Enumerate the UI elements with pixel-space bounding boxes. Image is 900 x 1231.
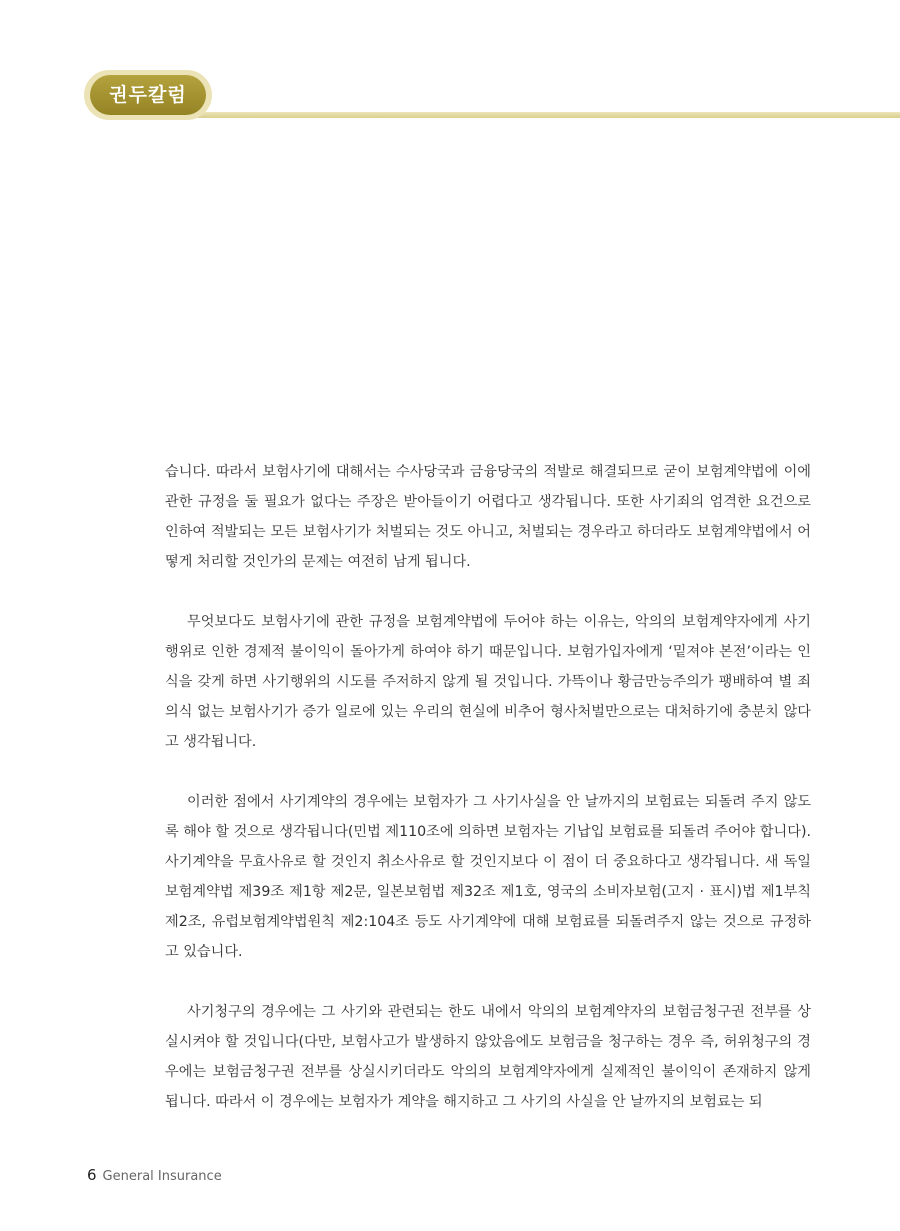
- publication-name: General Insurance: [102, 1169, 222, 1184]
- paragraph: 사기청구의 경우에는 그 사기와 관련되는 한도 내에서 악의의 보험계약자의 보험금청구권 전부를 상실시켜야 할 것입니다(다만, 보험사고가 발생하지 않았음에도 보험금을 청구하는 경우 즉, 허위청구의 경우에는 보험금청구권 전부를 상실시키더라도 악의의 보험계약자에게 실제적인 불이익이 존재하지 않게 됩니다. 따라서 이 경우에는 보험자가 계약을 해지하고 그 사기의 사실을 안 날까지의 보험료는 되: [165, 1004, 811, 1110]
- paragraph: 무엇보다도 보험사기에 관한 규정을 보험계약법에 두어야 하는 이유는, 악의의 보험계약자에게 사기행위로 인한 경제적 불이익이 돌아가게 하여야 하기 때문입니다. 보험가입자에게 ‘밑져야 본전’이라는 인식을 갖게 하면 사기행위의 시도를 주저하지 않게 될 것입니다. 가뜩이나 황금만능주의가 팽배하여 별 죄의식 없는 보험사기가 증가 일로에 있는 우리의 현실에 비추어 형사처벌만으로는 대처하기에 충분치 않다고 생각됩니다.: [165, 614, 811, 750]
- paragraph: 이러한 점에서 사기계약의 경우에는 보험자가 그 사기사실을 안 날까지의 보험료는 되돌려 주지 않도록 해야 할 것으로 생각됩니다(민법 제110조에 의하면 보험자는 기납입 보험료를 되돌려 주어야 합니다). 사기계약을 무효사유로 할 것인지 취소사유로 할 것인지보다 이 점이 더 중요하다고 생각됩니다. 새 독일보험계약법 제39조 제1항 제2문, 일본보험법 제32조 제1호, 영국의 소비자보험(고지 · 표시)법 제1부칙 제2조, 유럽보험계약법원칙 제2:104조 등도 사기계약에 대해 보험료를 되돌려주지 않는 것으로 규정하고 있습니다.: [165, 794, 811, 960]
- page-number: 6: [87, 1166, 97, 1184]
- page-footer: [87, 1166, 222, 1184]
- header-rule: [110, 112, 900, 118]
- article-body: [165, 457, 811, 1117]
- section-badge: 권두칼럼: [90, 75, 206, 115]
- paragraph: 습니다. 따라서 보험사기에 대해서는 수사당국과 금융당국의 적발로 해결되므로 굳이 보험계약법에 이에 관한 규정을 둘 필요가 없다는 주장은 받아들이기 어렵다고 생각됩니다. 또한 사기죄의 엄격한 요건으로 인하여 적발되는 모든 보험사기가 처벌되는 것도 아니고, 처벌되는 경우라고 하더라도 보험계약법에서 어떻게 처리할 것인가의 문제는 여전히 남게 됩니다.: [165, 464, 811, 570]
